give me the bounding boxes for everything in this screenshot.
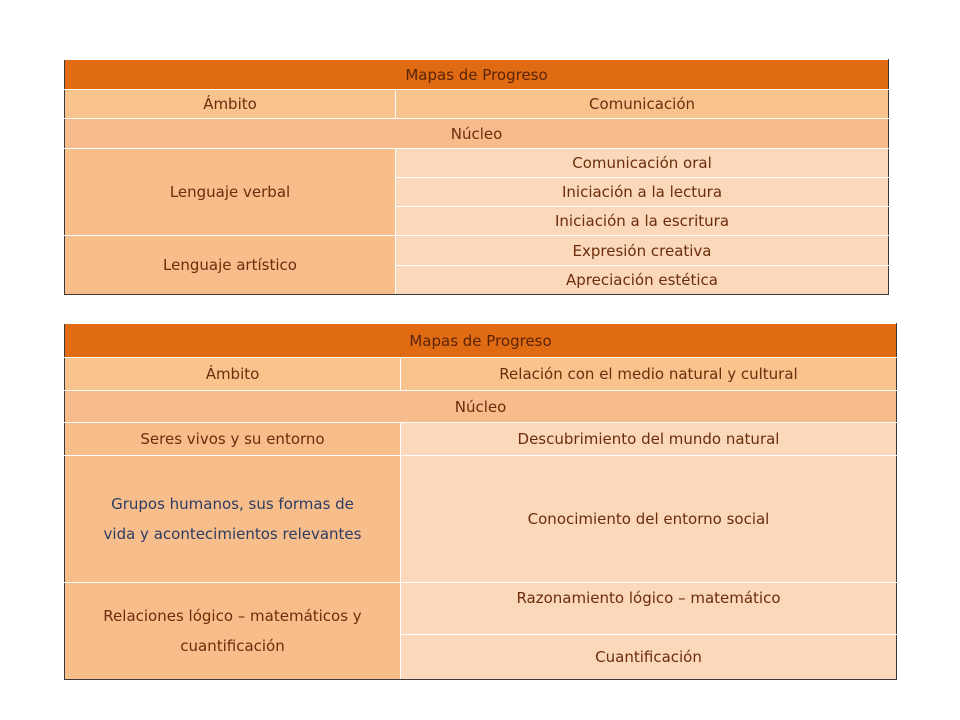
ambito-value: Comunicación	[396, 90, 889, 119]
ambito-label: Ámbito	[65, 90, 396, 119]
progress-map-table-medio	[64, 323, 897, 680]
nucleo-lenguaje-artistico: Lenguaje artístico	[65, 236, 396, 295]
nucleo-seres-vivos: Seres vivos y su entorno	[65, 423, 401, 456]
eje-cell: Iniciación a la escritura	[396, 207, 889, 236]
progress-map-table-communication	[64, 59, 889, 295]
table-title: Mapas de Progreso	[65, 60, 889, 90]
nucleo-label: Núcleo	[65, 119, 889, 149]
eje-cell: Iniciación a la lectura	[396, 178, 889, 207]
eje-cell: Razonamiento lógico – matemático	[401, 583, 897, 635]
eje-cell: Apreciación estética	[396, 266, 889, 295]
nucleo-label: Núcleo	[65, 391, 897, 423]
nucleo-relaciones-logico-matematicas	[65, 583, 401, 680]
nucleo-grupos-humanos	[65, 456, 401, 583]
eje-cell: Expresión creativa	[396, 236, 889, 266]
nucleo-lenguaje-verbal: Lenguaje verbal	[65, 149, 396, 236]
eje-cell: Descubrimiento del mundo natural	[401, 423, 897, 456]
eje-cell: Cuantificación	[401, 635, 897, 680]
nucleo-line: vida y acontecimientos relevantes	[103, 525, 362, 543]
nucleo-line: Relaciones lógico – matemáticos y	[103, 607, 362, 625]
ambito-value: Relación con el medio natural y cultural	[401, 358, 897, 391]
eje-cell: Comunicación oral	[396, 149, 889, 178]
eje-cell: Conocimiento del entorno social	[401, 456, 897, 583]
nucleo-line: cuantificación	[180, 637, 285, 655]
ambito-label: Ámbito	[65, 358, 401, 391]
nucleo-line: Grupos humanos, sus formas de	[111, 495, 354, 513]
table-title: Mapas de Progreso	[65, 324, 897, 358]
